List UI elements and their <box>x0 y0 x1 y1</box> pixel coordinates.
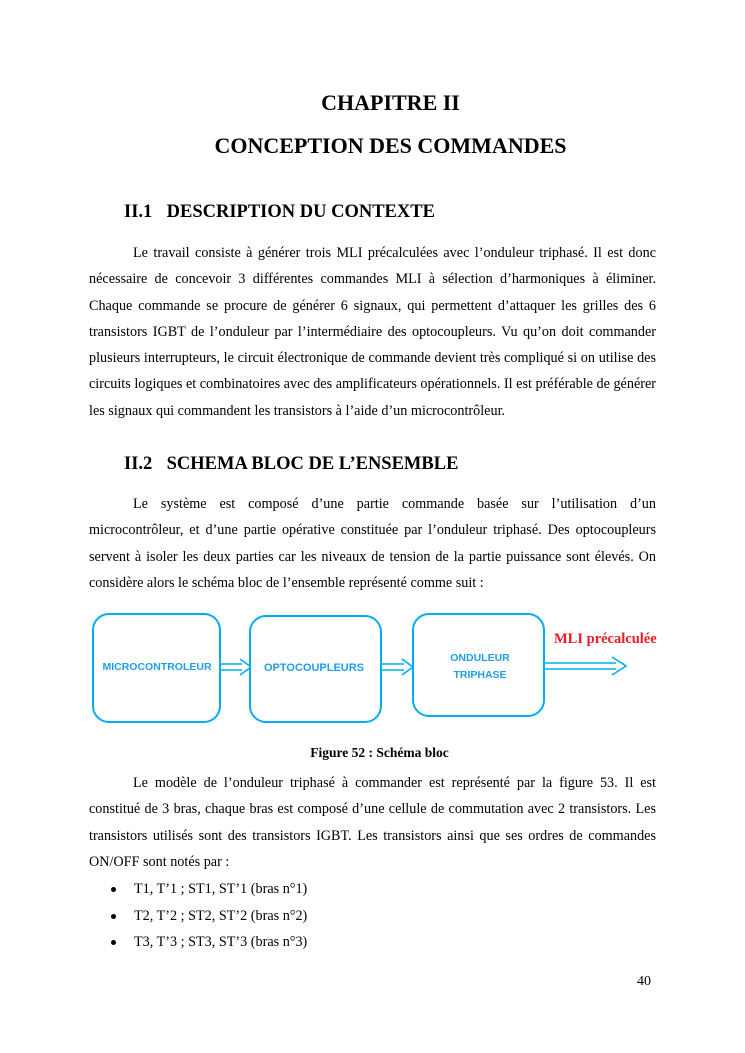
section-title: SCHEMA BLOC DE L’ENSEMBLE <box>166 454 459 474</box>
block-onduleur-label-line2: TRIPHASE <box>453 669 507 681</box>
section-heading-schema <box>124 452 458 476</box>
arrow-2 <box>382 659 413 675</box>
arrow-output <box>545 657 626 675</box>
paragraph-schema: Le système est composé d’une partie commande basée sur l’utilisation d’un microcontrôleur, et d’une partie opérative constituée par l’onduleur triphasé. Des optocoupleurs servent à isoler les deux parties car les niveaux de tension de la partie puissance sont élevés. On considère alors le schéma bloc de l’ensemble représenté comme suit : <box>89 496 656 591</box>
list-item-text: T1, T’1 ; ST1, ST’1 (bras n°1) <box>134 881 308 897</box>
block-onduleur-label-line1: ONDULEUR <box>450 652 510 664</box>
arrow-1 <box>221 659 251 675</box>
paragraph-model: Le modèle de l’onduleur triphasé à commander est représenté par la figure 53. Il est constitué de 3 bras, chaque bras est composé d’une cellule de commutation avec 2 transistors. Les transistors utilisés sont des transistors IGBT. Les transistors ainsi que ses ordres de commandes ON/OFF sont notés par : <box>89 775 656 870</box>
chapter-title: CHAPITRE II <box>321 90 460 115</box>
list-item-text: T2, T’2 ; ST2, ST’2 (bras n°2) <box>134 907 308 924</box>
list-item <box>100 903 307 930</box>
section-title: DESCRIPTION DU CONTEXTE <box>166 202 435 222</box>
list-item <box>100 929 307 956</box>
list-item-text: T3, T’3 ; ST3, ST’3 (bras n°3) <box>134 934 308 950</box>
page-number: 40 <box>637 974 651 989</box>
block-microcontroleur-label: MICROCONTROLEUR <box>102 661 212 673</box>
block-onduleur <box>413 614 544 716</box>
section-number: II.2 <box>124 454 153 474</box>
chapter-subtitle: CONCEPTION DES COMMANDES <box>214 133 567 158</box>
transistor-list <box>100 876 307 956</box>
section-heading-description <box>124 200 435 224</box>
paragraph-description: Le travail consiste à générer trois MLI précalculées avec l’onduleur triphasé. Il est donc nécessaire de concevoir 3 différentes commandes MLI à sélection d’harmoniques à éliminer. Chaque commande se procure de générer 6 signaux, qui permettent d’attaquer les grilles des 6 transistors IGBT de l’onduleur par l’intermédiaire des optocoupleurs. Vu qu’on doit commander plusieurs interrupteurs, le circuit électronique de commande devient très compliqué si on utilise des circuits logiques et combinatoires avec des amplificateurs opérationnels. Il est préférable de générer les signaux qui commandent les transistors à l’aide d’un microcontrôleur. <box>89 245 656 419</box>
bullet-icon <box>111 914 116 919</box>
figure-caption: Figure 52 : Schéma bloc <box>310 745 449 760</box>
block-diagram <box>88 608 668 728</box>
bullet-icon <box>111 940 116 945</box>
block-optocoupleurs-label: OPTOCOUPLEURS <box>263 662 365 674</box>
list-item <box>100 876 307 903</box>
bullet-icon <box>111 887 116 892</box>
output-label: MLI précalculée <box>554 631 657 647</box>
section-number: II.1 <box>124 202 153 222</box>
